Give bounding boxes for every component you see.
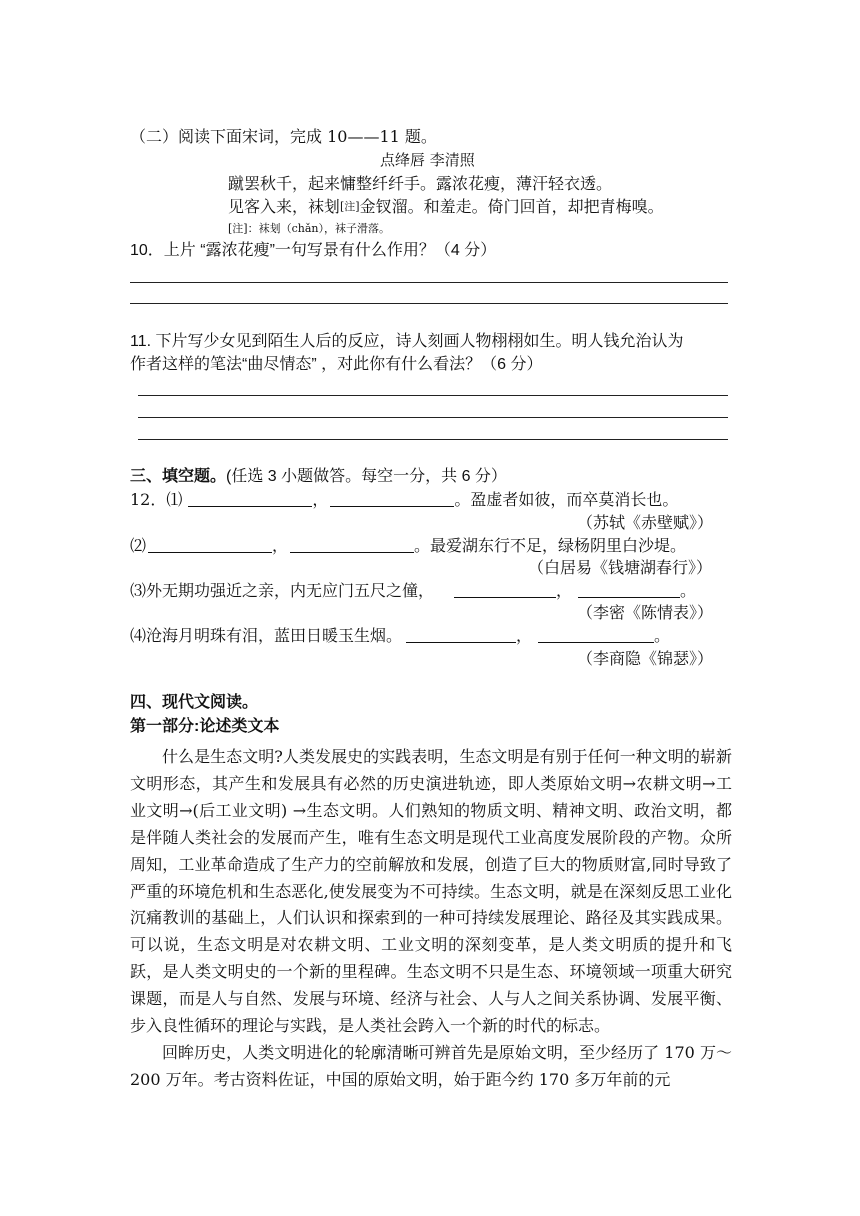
question-12-label: 12．⑴ — [130, 490, 183, 509]
source-12-1: （苏轼《赤壁赋》） — [577, 513, 714, 532]
question-12-1-tail: 。盈虚者如彼，而卒莫消长也。 — [454, 490, 679, 509]
blank-12-1-a[interactable] — [188, 490, 312, 507]
poem-line-2-pre: 见客入来，袜刬 — [228, 197, 341, 216]
question-12-1 — [130, 489, 678, 511]
blank-12-2-a[interactable] — [148, 536, 272, 553]
poem-line-2-post: 金钗溜。和羞走。倚门回首，却把青梅嗅。 — [359, 197, 664, 216]
separator: ， — [312, 490, 329, 509]
source-12-4: （李商隐《锦瑟》） — [577, 649, 714, 668]
question-12-2-tail: 。最爱湖东行不足，绿杨阴里白沙堤。 — [414, 536, 687, 555]
poem-title: 点绛唇 李清照 — [380, 151, 475, 169]
question-12-4 — [130, 625, 670, 647]
answer-line[interactable] — [138, 439, 728, 440]
answer-line[interactable] — [130, 303, 728, 304]
poem-line-2 — [228, 196, 664, 218]
answer-line[interactable] — [138, 417, 728, 418]
blank-12-4-b[interactable] — [538, 626, 654, 643]
separator: ， — [272, 536, 289, 555]
section-heading-poem: （二）阅读下面宋词，完成 10——11 题。 — [130, 127, 437, 146]
reading-passage — [130, 744, 732, 1094]
blank-12-3-b[interactable] — [578, 581, 680, 598]
section-subheading: 第一部分:论述类文本 — [130, 718, 280, 735]
paragraph: 什么是生态文明?人类发展史的实践表明，生态文明是有别于任何一种文明的崭新文明形态，其产生和发展具有必然的历史演进轨迹，即人类原始文明→农耕文明→工业文明→(后工业文明) →生态文明。人们熟知的物质文明、精神文明、政治文明，都是伴随人类社会的发展而产生，唯有生态文明是现代工业高度发展阶段的产物。众所周知，工业革命造成了生产力的空前解放和发展，创造了巨大的物质财富,同时导致了严重的环境危机和生态恶化,使发展变为不可持续。生态文明，就是在深刻反思工业化沉痛教训的基础上，人们认识和探索到的一种可持续发展理论、路径及其实践成果。可以说，生态文明是对农耕文明、工业文明的深刻变革，是人类文明质的提升和飞跃，是人类文明史的一个新的里程碑。生态文明不只是生态、环境领域一项重大研究课题，而是人与自然、发展与环境、经济与社会、人与人之间关系协调、发展平衡、步入良性循环的理论与实践，是人类社会跨入一个新的时代的标志。 — [130, 747, 732, 1036]
question-10: 10．上片 “露浓花瘦”一句写景有什么作用？（4 分） — [130, 242, 497, 259]
section-heading-reading: 四、现代文阅读。 — [130, 694, 259, 711]
question-12-4-text: ⑷沧海月明珠有泪，蓝田日暖玉生烟。 — [130, 626, 403, 645]
source-12-3: （李密《陈情表》） — [577, 603, 714, 622]
question-12-2-label: ⑵ — [130, 536, 147, 555]
blank-12-1-b[interactable] — [330, 490, 454, 507]
poem-note-mark: [注] — [340, 200, 360, 213]
section-heading-fill-rest: (任选 3 小题做答。每空一分，共 6 分） — [226, 468, 507, 485]
question-12-4-end: 。 — [654, 626, 671, 645]
answer-line[interactable] — [130, 282, 728, 283]
question-11-line-1: 11. 下片写少女见到陌生人后的反应，诗人刻画人物栩栩如生。明人钱允治认为 — [130, 333, 684, 350]
poem-line-1: 蹴罢秋千，起来慵整纤纤手。露浓花瘦，薄汗轻衣透。 — [228, 174, 613, 193]
question-12-3-text: ⑶外无期功强近之亲，内无应门五尺之僮， — [130, 581, 435, 600]
question-12-2 — [130, 535, 686, 557]
blank-12-2-b[interactable] — [290, 536, 414, 553]
paragraph: 回眸历史，人类文明进化的轮廓清晰可辨首先是原始文明，至少经历了 170 万～200 万年。考古资料佐证，中国的原始文明，始于距今约 170 多万年前的元 — [130, 1042, 732, 1089]
source-12-2: （白居易《钱塘湖春行》） — [528, 558, 713, 577]
question-12-3 — [130, 580, 696, 602]
separator: ， — [556, 581, 573, 600]
blank-12-4-a[interactable] — [406, 626, 516, 643]
question-12-3-end: 。 — [680, 581, 697, 600]
separator: ， — [516, 626, 533, 645]
section-heading-fill — [130, 466, 507, 488]
answer-line[interactable] — [138, 395, 728, 396]
poem-note: [注]：袜刬（chǎn），袜子滑落。 — [228, 222, 390, 235]
section-heading-fill-bold: 三、填空题。 — [130, 468, 227, 485]
question-11-line-2: 作者这样的笔法“曲尽情态” ，对此你有什么看法？（6 分） — [130, 356, 543, 373]
blank-12-3-a[interactable] — [454, 581, 556, 598]
